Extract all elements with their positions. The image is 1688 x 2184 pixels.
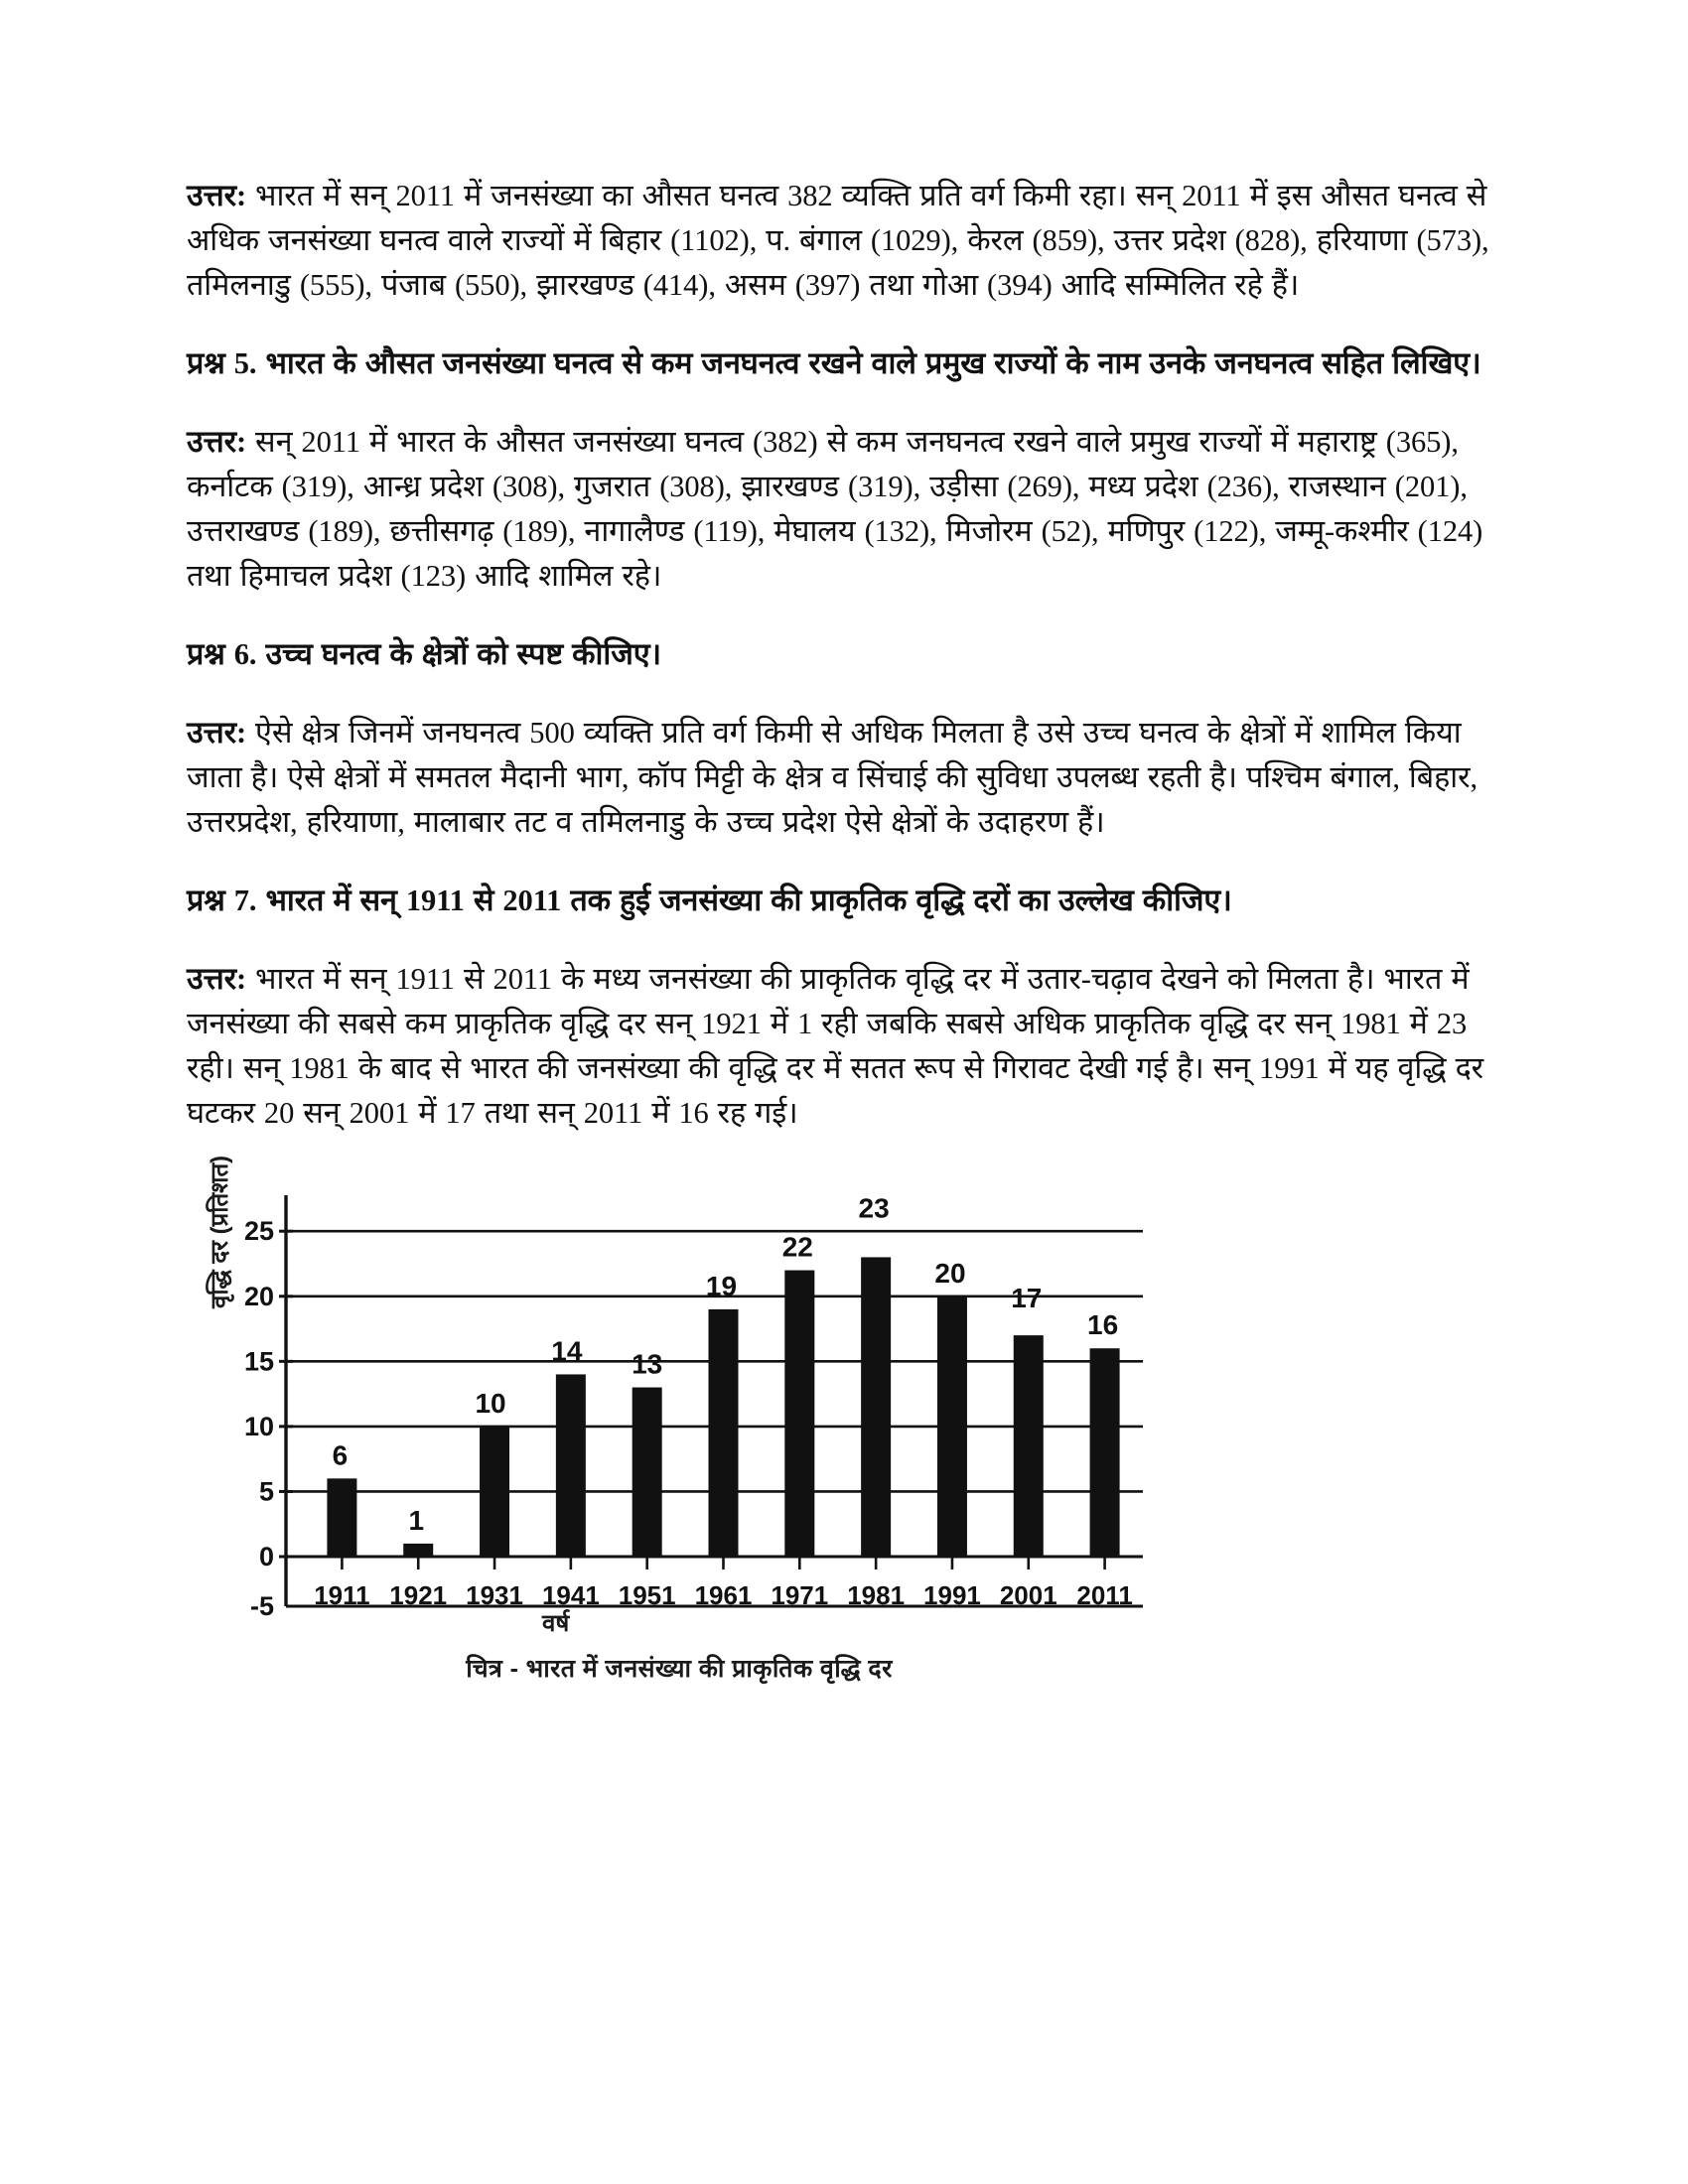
answer-label: उत्तर:: [187, 716, 247, 750]
question-7-heading: प्रश्न 7. भारत में सन् 1911 से 2011 तक हुई जनसंख्या की प्राकृतिक वृद्धि दरों का उल्लेख कीजिए।: [187, 884, 1232, 917]
svg-text:1961: 1961: [694, 1580, 753, 1610]
chart-svg: [214, 1169, 1207, 1666]
answer-label: उत्तर:: [187, 962, 247, 996]
svg-text:1: 1: [408, 1504, 425, 1536]
svg-text:20: 20: [934, 1257, 966, 1289]
svg-text:10: 10: [243, 1411, 274, 1441]
svg-text:1911: 1911: [314, 1580, 370, 1610]
answer-text: ऐसे क्षेत्र जिनमें जनघनत्व 500 व्यक्ति प्रति वर्ग किमी से अधिक मिलता है उसे उच्च घनत्व के क्षेत्रों में शामिल किया जाता है। ऐसे क्षेत्रों में समतल मैदानी भाग, कॉप मिट्टी के क्षेत्र व सिंचाई की सुविधा उपलब्ध रहती है। पश्चिम बंगाल, बिहार, उत्तरप्रदेश, हरियाणा, मालाबार तट व तमिलनाडु के उच्च प्रदेश ऐसे क्षेत्रों के उदाहरण हैं।: [187, 716, 1477, 839]
question-5-heading: प्रश्न 5. भारत के औसत जनसंख्या घनत्व से कम जनघनत्व रखने वाले प्रमुख राज्यों के नाम उनके जनघनत्व सहित लिखिए।: [187, 346, 1481, 380]
answer-text: सन् 2011 में भारत के औसत जनसंख्या घनत्व (382) से कम जनघनत्व रखने वाले प्रमुख राज्यों में महाराष्ट्र (365), कर्नाटक (319), आन्ध्र प्रदेश (308), गुजरात (308), झारखण्ड (319), उड़ीसा (269), मध्य प्रदेश (236), राजस्थान (201), उत्तराखण्ड (189), छत्तीसगढ़ (189), नागालैण्ड (119), मेघालय (132), मिजोरम (52), मणिपुर (122), जम्मू-कश्मीर (124) तथा हिमाचल प्रदेश (123) आदि शामिल रहे।: [187, 425, 1483, 593]
svg-text:16: 16: [1087, 1309, 1119, 1341]
svg-text:1971: 1971: [771, 1580, 829, 1610]
svg-text:2001: 2001: [999, 1580, 1057, 1610]
svg-text:13: 13: [632, 1348, 663, 1380]
answer-text: भारत में सन् 1911 से 2011 के मध्य जनसंख्या की प्राकृतिक वृद्धि दर में उतार-चढ़ाव देखने को मिलता है। भारत में जनसंख्या की सबसे कम प्राकृतिक वृद्धि दर सन् 1921 में 1 रही जबकि सबसे अधिक प्राकृतिक वृद्धि दर सन् 1981 में 23 रही। सन् 1981 के बाद से भारत की जनसंख्या की वृद्धि दर में सतत रूप से गिरावट देखी गई है। सन् 1991 में यह वृद्धि दर घटकर 20 सन् 2001 में 17 तथा सन् 2011 में 16 रह गई।: [187, 962, 1484, 1130]
question-6-heading: प्रश्न 6. उच्च घनत्व के क्षेत्रों को स्पष्ट कीजिए।: [187, 637, 661, 671]
svg-text:-5: -5: [249, 1591, 274, 1621]
answer-q6: [187, 711, 1499, 845]
svg-text:0: 0: [258, 1542, 274, 1571]
answer-label: उत्तर:: [187, 179, 247, 212]
answer-label: उत्तर:: [187, 425, 247, 459]
svg-text:19: 19: [705, 1270, 738, 1301]
svg-text:1931: 1931: [466, 1580, 523, 1610]
svg-text:5: 5: [258, 1476, 274, 1507]
svg-text:1981: 1981: [847, 1580, 906, 1610]
population-growth-bar-chart: [207, 1155, 1207, 1696]
svg-text:1991: 1991: [923, 1580, 981, 1610]
svg-text:10: 10: [475, 1387, 506, 1419]
svg-text:1951: 1951: [618, 1580, 676, 1610]
answer-q5: [187, 420, 1499, 599]
svg-text:25: 25: [243, 1216, 274, 1247]
answer-text: भारत में सन् 2011 में जनसंख्या का औसत घनत्व 382 व्यक्ति प्रति वर्ग किमी रहा। सन् 2011 में इस औसत घनत्व से अधिक जनसंख्या घनत्व वाले राज्यों में बिहार (1102), प. बंगाल (1029), केरल (859), उत्तर प्रदेश (828), हरियाणा (573), तमिलनाडु (555), पंजाब (550), झारखण्ड (414), असम (397) तथा गोआ (394) आदि सम्मिलित रहे हैं।: [187, 179, 1489, 302]
chart-caption: चित्र - भारत में जनसंख्या की प्राकृतिक वृद्धि दर: [466, 1655, 893, 1683]
svg-text:2011: 2011: [1076, 1580, 1133, 1610]
svg-text:23: 23: [858, 1192, 890, 1224]
svg-text:14: 14: [551, 1335, 583, 1367]
svg-text:20: 20: [243, 1281, 274, 1311]
svg-text:1921: 1921: [389, 1580, 448, 1610]
svg-text:15: 15: [243, 1346, 274, 1377]
svg-text:17: 17: [1011, 1283, 1043, 1314]
svg-text:6: 6: [332, 1439, 349, 1471]
chart-y-axis-title: वृद्धि दर (प्रतिशत): [207, 1155, 233, 1308]
answer-q7: [187, 957, 1499, 1136]
answer-q4: [187, 174, 1499, 308]
svg-text:1941: 1941: [541, 1580, 600, 1610]
chart-x-axis-title: वर्ष: [542, 1610, 570, 1637]
svg-text:22: 22: [781, 1231, 813, 1263]
